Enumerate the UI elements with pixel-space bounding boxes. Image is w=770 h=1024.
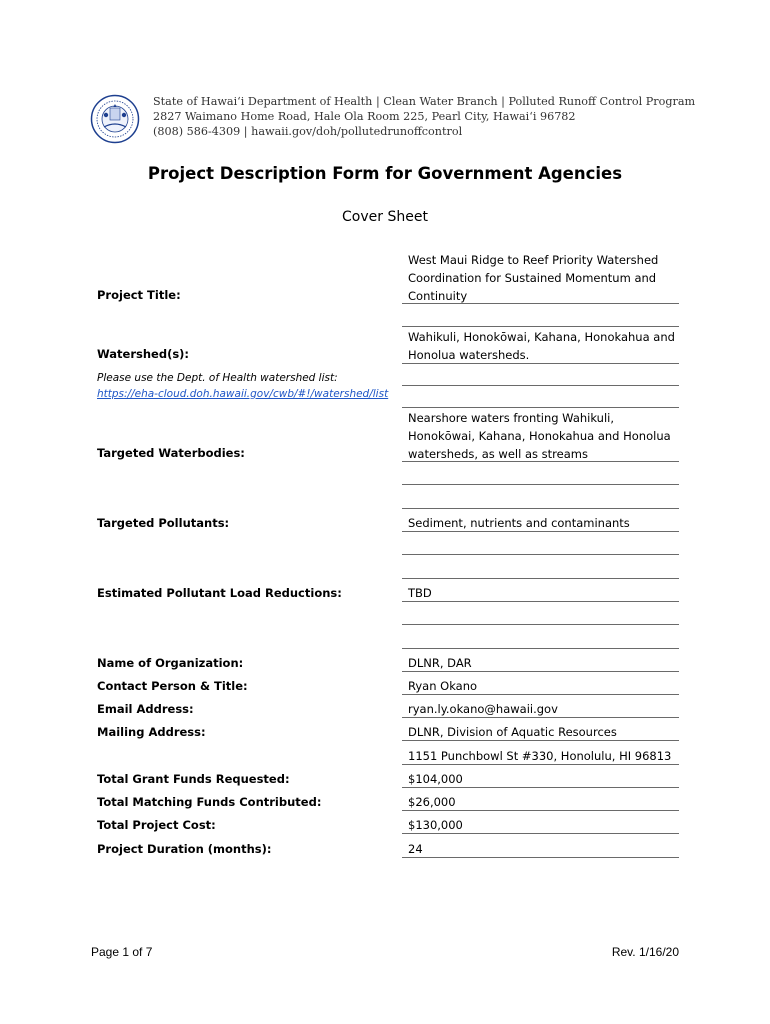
project-title-label: Project Title: [97, 288, 181, 302]
program-header [153, 94, 695, 139]
project-title-field[interactable] [402, 303, 679, 304]
matching-funds-label: Total Matching Funds Contributed: [97, 795, 322, 809]
watersheds-value [408, 328, 675, 364]
project-title-line: West Maui Ridge to Reef Priority Watershed [408, 253, 659, 267]
mailing-field-2[interactable] [402, 764, 679, 765]
load-reductions-value: TBD [408, 586, 432, 600]
header-line-1: State of Hawaiʻi Department of Health | Clean Water Branch | Polluted Runoff Control Program [153, 95, 696, 108]
email-field[interactable] [402, 717, 679, 718]
organization-value: DLNR, DAR [408, 656, 472, 670]
duration-field[interactable] [402, 857, 679, 858]
state-seal-icon [90, 94, 140, 144]
organization-field[interactable] [402, 671, 679, 672]
waterbodies-field[interactable] [402, 461, 679, 462]
contact-label: Contact Person & Title: [97, 679, 248, 693]
waterbodies-label: Targeted Waterbodies: [97, 446, 245, 460]
watersheds-line: Wahikuli, Honokōwai, Kahana, Honokahua and [408, 330, 675, 344]
field-line[interactable] [402, 326, 679, 327]
header-line-2: 2827 Waimano Home Road, Hale Ola Room 225, Pearl City, Hawaiʻi 96782 [153, 110, 576, 123]
duration-label: Project Duration (months): [97, 842, 272, 856]
page-number: Page 1 of 7 [91, 945, 153, 959]
waterbodies-value [408, 409, 671, 463]
watersheds-line: Honolua watersheds. [408, 348, 530, 362]
watershed-list-link[interactable]: https://eha-cloud.doh.hawaii.gov/cwb/#!/watershed/list [97, 388, 389, 400]
mailing-line-2: 1151 Punchbowl St #330, Honolulu, HI 96813 [408, 749, 672, 763]
project-cost-label: Total Project Cost: [97, 818, 216, 832]
project-cost-value: $130,000 [408, 818, 463, 832]
load-reductions-label: Estimated Pollutant Load Reductions: [97, 586, 342, 600]
contact-field[interactable] [402, 694, 679, 695]
pollutants-label: Targeted Pollutants: [97, 516, 230, 530]
field-line[interactable] [402, 385, 679, 386]
revision-date: Rev. 1/16/20 [611, 945, 679, 959]
mailing-line-1: DLNR, Division of Aquatic Resources [408, 725, 617, 739]
mailing-field[interactable] [402, 740, 679, 741]
field-line[interactable] [402, 508, 679, 509]
watersheds-field[interactable] [402, 363, 679, 364]
field-line[interactable] [402, 648, 679, 649]
project-title-line: Continuity [408, 289, 468, 303]
mailing-label: Mailing Address: [97, 725, 206, 739]
form-subtitle: Cover Sheet [342, 209, 428, 225]
pollutants-field[interactable] [402, 531, 679, 532]
waterbodies-line: Honokōwai, Kahana, Honokahua and Honolua [408, 429, 671, 443]
waterbodies-line: Nearshore waters fronting Wahikuli, [408, 411, 614, 425]
field-line[interactable] [402, 554, 679, 555]
project-cost-field[interactable] [402, 833, 679, 834]
contact-value: Ryan Okano [408, 679, 478, 693]
watershed-note-text: Please use the Dept. of Health watershed list: [97, 372, 338, 384]
project-title-line: Coordination for Sustained Momentum and [408, 271, 657, 285]
matching-funds-field[interactable] [402, 810, 679, 811]
matching-funds-value: $26,000 [408, 795, 456, 809]
duration-value: 24 [408, 842, 423, 856]
waterbodies-line: watersheds, as well as streams [408, 447, 588, 461]
field-line[interactable] [402, 484, 679, 485]
field-line[interactable] [402, 407, 679, 408]
grant-funds-field[interactable] [402, 787, 679, 788]
header-line-3: (808) 586-4309 | hawaii.gov/doh/pollutedrunoffcontrol [153, 125, 463, 138]
pollutants-value: Sediment, nutrients and contaminants [408, 516, 630, 530]
grant-funds-label: Total Grant Funds Requested: [97, 772, 290, 786]
project-title-value [408, 251, 658, 305]
field-line[interactable] [402, 578, 679, 579]
form-title: Project Description Form for Government Agencies [147, 164, 623, 183]
organization-label: Name of Organization: [97, 656, 244, 670]
watersheds-label: Watershed(s): [97, 347, 190, 361]
email-label: Email Address: [97, 702, 194, 716]
load-reductions-field[interactable] [402, 601, 679, 602]
email-value: ryan.ly.okano@hawaii.gov [408, 702, 558, 716]
grant-funds-value: $104,000 [408, 772, 463, 786]
watershed-note [97, 370, 388, 402]
field-line[interactable] [402, 624, 679, 625]
